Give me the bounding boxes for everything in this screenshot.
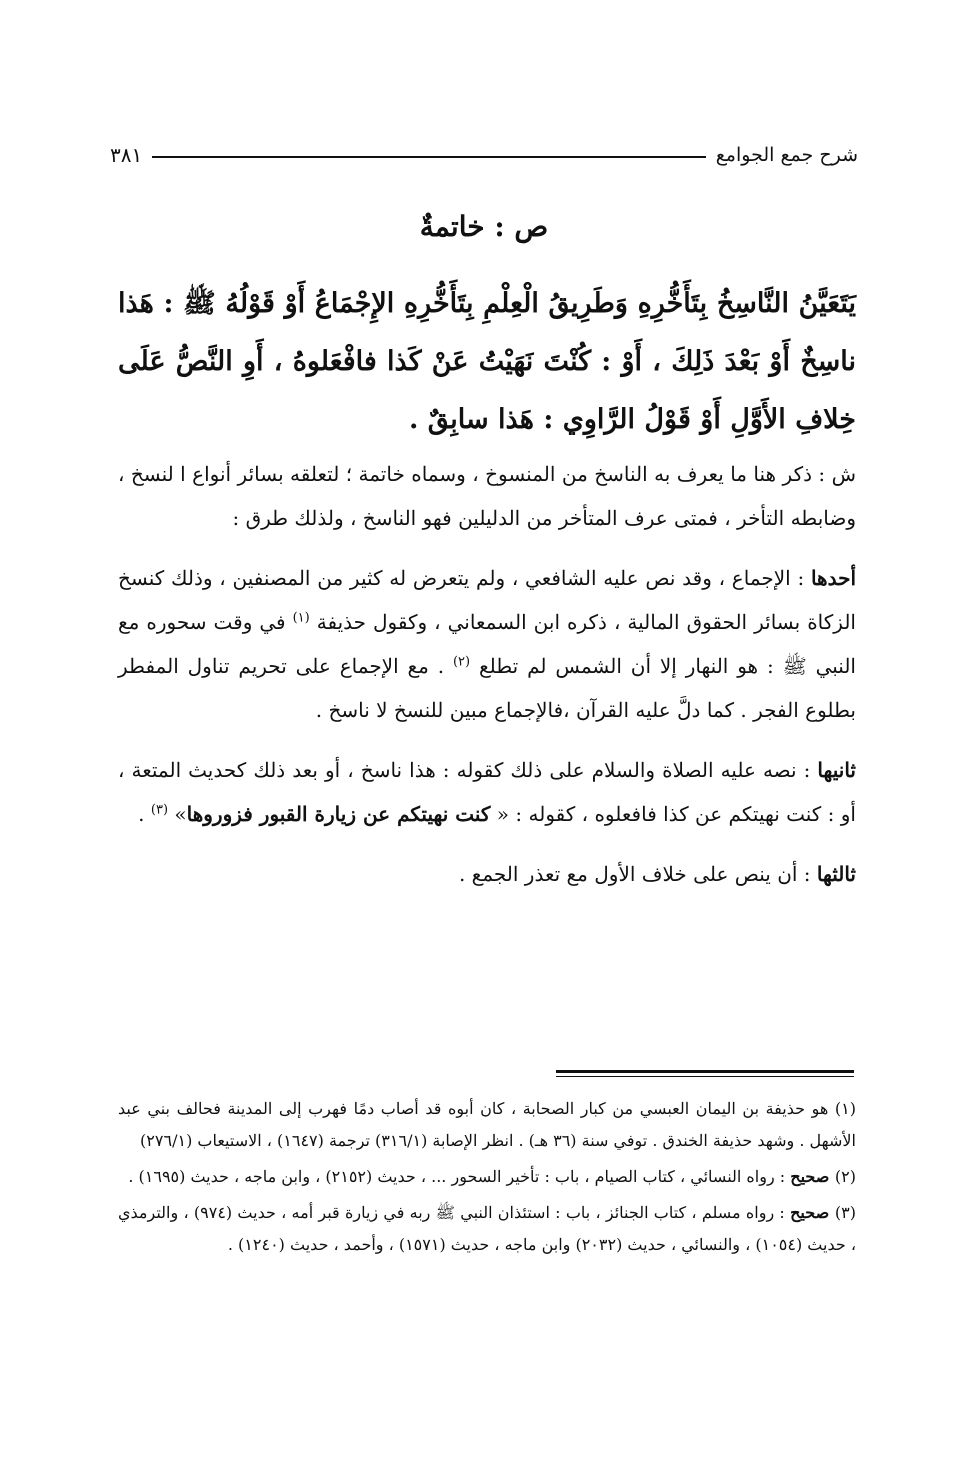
paragraph-text: .	[138, 802, 151, 826]
footnote-text: هو حذيفة بن اليمان العبسي من كبار الصحابة ، كان أبوه قد أصاب دمًا فهرب إلى المدينة فحالف بني عبد الأشهل . وشهد حذيفة الخندق . توفي سنة (٣٦ هـ) . انظر الإصابة (٣١٦/١) ترجمة (١٦٤٧) ، الاستيعاب (٢٧٦/١)	[118, 1099, 856, 1150]
header-rule	[152, 156, 705, 158]
footnote-number: (٢)	[834, 1167, 856, 1186]
footnote-3	[118, 1197, 856, 1261]
footnote-ref-1[interactable]: (١)	[292, 610, 310, 626]
footnotes	[118, 1093, 856, 1265]
paragraph-text: . مع الإجماع على تحريم تناول المفطر بطلوع الفجر . كما دلَّ عليه القرآن ،فالإجماع مبين للنسخ لا ناسخ .	[118, 654, 856, 722]
footnote-rule-thick	[556, 1070, 854, 1073]
paragraph-first-method	[118, 556, 856, 732]
paragraph-lead: أحدها	[810, 566, 856, 590]
matn-text: يَتَعَيَّنُ النَّاسِخُ بِتَأَخُّرِهِ وَطَرِيقُ الْعِلْمِ بِتَأَخُّرِهِ الإِجْمَاعُ أَوْ قَوْلُهُ ﷺ : هَذا ناسِخٌ أَوْ بَعْدَ ذَلِكَ ، أَوْ : كُنْتَ نَهَيْتُ عَنْ كَذا فافْعَلوهُ ، أَوِ النَّصُّ عَلَى خِلافِ الأَوَّلِ أَوْ قَوْلُ الرَّاوِي : هَذا سابِقٌ .	[118, 288, 856, 435]
footnote-separator	[556, 1070, 854, 1077]
footnote-1	[118, 1093, 856, 1157]
footnote-text: : رواه مسلم ، كتاب الجنائز ، باب : استئذان النبي ﷺ ربه في زيارة قبر أمه ، حديث (٩٧٤) ، والترمذي ، حديث (١٠٥٤) ، والنسائي ، حديث (٢٠٣٢) وابن ماجه ، حديث (١٥٧١) ، وأحمد ، حديث (١٢٤٠) .	[118, 1203, 856, 1254]
footnote-grade: صحيح	[790, 1203, 835, 1222]
footnote-number: (١)	[834, 1099, 857, 1118]
footnote-number: (٣)	[834, 1203, 857, 1222]
paragraph-text: : الإجماع ، وقد نص عليه الشافعي ، ولم يتعرض له كثير من المصنفين ، وذلك كنسخ الزكاة بسائر الحقوق المالية ، ذكره ابن السمعاني ، وكقول حذيفة	[118, 566, 856, 634]
paragraph-lead: ثانيها	[817, 758, 856, 782]
section-heading: ص : خاتمةٌ	[419, 210, 549, 243]
page-header	[110, 140, 858, 170]
footnote-2	[118, 1161, 856, 1193]
commentary-body	[118, 452, 856, 912]
paragraph-text: »	[168, 802, 187, 826]
paragraph-text: في وقت سحوره مع النبي ﷺ : هو النهار إلا أن الشمس لم تطلع	[118, 610, 856, 678]
footnote-rule-thin	[556, 1076, 854, 1077]
paragraph-text: : نصه عليه الصلاة والسلام على ذلك كقوله : هذا ناسخ ، أو بعد ذلك كحديث المتعة ، أو : كنت نهيتكم عن كذا فافعلوه ، كقوله : «	[118, 758, 856, 826]
page-number: ٣٨١	[110, 143, 143, 167]
paragraph-lead: ثالثها	[816, 862, 856, 886]
paragraph-intro: ش : ذكر هنا ما يعرف به الناسخ من المنسوخ ، وسماه خاتمة ؛ لتعلقه بسائر أنواع ا لنسخ ، وضابطه التأخر ، فمتى عرف المتأخر من الدليلين فهو الناسخ ، ولذلك طرق :	[118, 462, 856, 530]
running-title: شرح جمع الجوامع	[715, 144, 858, 166]
hadith-quote: كنت نهيتكم عن زيارة القبور فزوروها	[186, 802, 491, 826]
footnote-text: : رواه النسائي ، كتاب الصيام ، باب : تأخير السحور ... ، حديث (٢١٥٢) ، وابن ماجه ، حديث (١٦٩٥) .	[128, 1167, 791, 1186]
paragraph-third-method	[118, 852, 856, 896]
paragraph-second-method	[118, 748, 856, 836]
footnote-grade: صحيح	[790, 1167, 835, 1186]
paragraph-text: : أن ينص على خلاف الأول مع تعذر الجمع .	[458, 862, 817, 886]
footnote-ref-2[interactable]: (٢)	[452, 654, 471, 670]
footnote-ref-3[interactable]: (٣)	[150, 802, 169, 818]
